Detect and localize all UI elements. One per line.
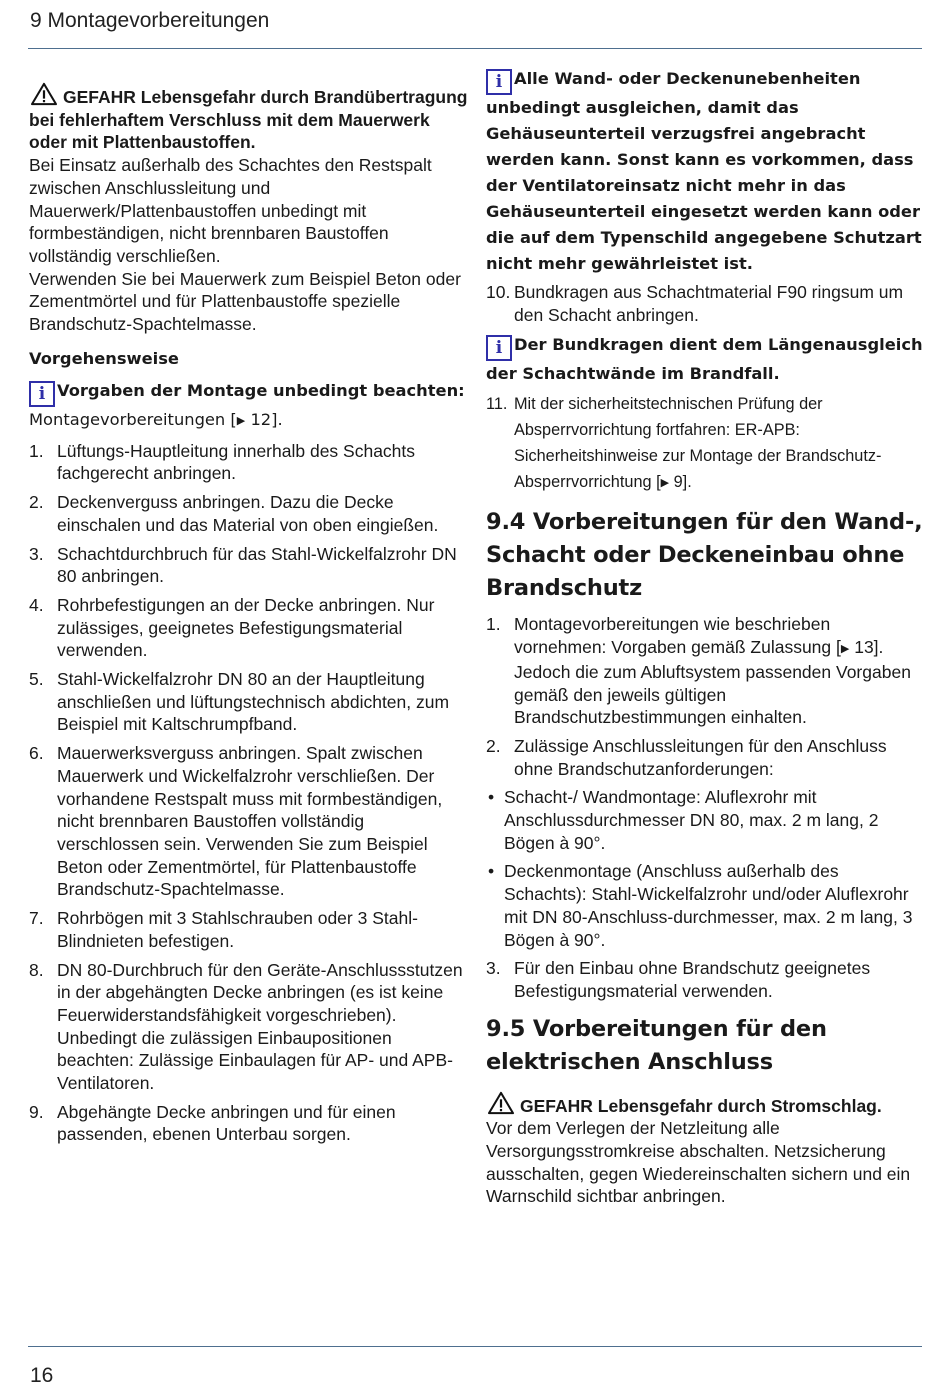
- left-column: [29, 66, 469, 1152]
- list-item: 5. Stahl-Wickelfalzrohr DN 80 an der Hauptleitung anschließen und lüftungstechnisch abdichten, zum Beispiel mit Kaltschrumpfband.: [29, 669, 450, 735]
- danger-notice-electric: [486, 1091, 926, 1209]
- reference-link[interactable]: 9].: [673, 473, 692, 492]
- list-item: 2. Zulässige Anschlussleitungen für den Anschluss ohne Brandschutzanforderungen:: [486, 735, 887, 779]
- info-note-bundkragen: [486, 332, 926, 387]
- section-heading-9-5: 9.5 Vorbereitungen für den elektrischen Anschluss: [486, 1015, 827, 1075]
- danger-title: GEFAHR Lebensgefahr durch Stromschlag.: [520, 1095, 882, 1116]
- reference-arrow-icon: ▶: [236, 413, 246, 427]
- footer-rule: [28, 1346, 922, 1347]
- list-item: 1. Lüftungs-Hauptleitung innerhalb des Schachts fachgerecht anbringen.: [29, 440, 416, 484]
- reference-link[interactable]: 13].: [854, 637, 884, 658]
- danger-paragraph-1: Bei Einsatz außerhalb des Schachtes den Restspalt zwischen Anschlussleitung und Mauerwerk/Plattenbaustoffen unbedingt mit formbeständigen, nicht brennbaren Baustoffen vollständig verschließen.: [29, 155, 432, 266]
- info-note-text: Der Bundkragen dient dem Längenausgleich der Schachtwände im Brandfall.: [486, 335, 923, 384]
- section-9-4-steps-2: [486, 957, 926, 1002]
- danger-title: GEFAHR Lebensgefahr durch Brandübertragung bei fehlerhaftem Verschluss mit dem Mauerwerk oder mit Plattenbaustoffen.: [29, 87, 468, 153]
- danger-paragraph-2: Verwenden Sie bei Mauerwerk zum Beispiel Beton oder Zementmörtel und für Plattenbaustoffe spezielle Brandschutz-Spachtelmasse.: [29, 268, 461, 335]
- info-note-unevenness: [486, 66, 926, 277]
- list-item: 4. Rohrbefestigungen an der Decke anbringen. Nur zulässiges, geeignetes Befestigungsmaterial verwenden.: [29, 594, 435, 661]
- page-number: 16: [30, 1364, 54, 1387]
- list-item: 8. DN 80-Durchbruch für den Geräte-Anschlussstutzen in der abgehängten Decke anbringen (es ist keine Feuerwiderstandsfähigkeit vorgeschrieben). Unbedingt die zulässigen Einbaupositionen beachten: Zulässige Einbaulagen für AP- und APB-Ventilatoren.: [29, 959, 463, 1094]
- reference-arrow-icon: ▶: [660, 477, 670, 490]
- danger-text: Vor dem Verlegen der Netzleitung alle Versorgungsstromkreise abschalten. Netzsicherung ausschalten, gegen Wiedereinschalten sichern und ein Warnschild sichtbar anbringen.: [486, 1118, 911, 1207]
- info-icon: i: [29, 381, 55, 407]
- list-item: 2. Deckenverguss anbringen. Dazu die Decke einschalen und das Material von oben eingießen.: [29, 492, 439, 535]
- warning-icon: [29, 82, 59, 106]
- list-item: 1. Montagevorbereitungen wie beschrieben vornehmen: Vorgaben gemäß Zulassung [▶ 13]. Jedoch die zum Abluftsystem passenden Vorgaben gemäß den jeweils gültigen Brandschutzbestimmungen einhalten.: [486, 614, 911, 728]
- danger-notice-fire: [29, 82, 469, 336]
- list-item: 3. Schachtdurchbruch für das Stahl-Wickelfalzrohr DN 80 anbringen.: [29, 543, 457, 587]
- info-note-link[interactable]: Montagevorbereitungen [▶ 12].: [29, 409, 283, 429]
- procedure-steps: [29, 440, 469, 1146]
- section-9-4-steps: [486, 613, 926, 780]
- steps-continued: [486, 281, 926, 326]
- list-item: 6. Mauerwerksverguss anbringen. Spalt zwischen Mauerwerk und Wickelfalzrohr verschließen. Der vorhandene Restspalt muss mit formbeständigen, nicht brennbaren Baustoffen vollständig verschlossen sein. Verwenden Sie zum Beispiel Beton oder Zementmörtel, für Plattenbaustoffe Brandschutz-Spachtelmasse.: [29, 743, 443, 900]
- section-heading-9-4: 9.4 Vorbereitungen für den Wand-, Schacht oder Deckeneinbau ohne Brandschutz: [486, 509, 923, 602]
- bullet-item: • Deckenmontage (Anschluss außerhalb des Schachts): Stahl-Wickelfalzrohr und/oder Aluflexrohr mit DN 80-Anschluss-durchmesser, max. 2 m lang, 3 Bögen à 90°.: [488, 861, 913, 950]
- info-note-text: Alle Wand- oder Deckenunebenheiten unbedingt ausgleichen, damit das Gehäuseunterteil verzugsfrei angebracht werden kann. Sonst kann es vorkommen, dass der Ventilatoreinsatz nicht mehr in das Gehäuseunterteil eingesetzt werden kann oder die auf dem Typenschild angegebene Schutzart nicht mehr gewährleistet ist.: [486, 69, 922, 273]
- right-column: [486, 66, 926, 1208]
- page-header: 9 Montagevorbereitungen: [30, 9, 270, 32]
- section-9-4-bullets: [486, 786, 926, 951]
- list-item: 9. Abgehängte Decke anbringen und für einen passenden, ebenen Unterbau sorgen.: [29, 1101, 396, 1145]
- header-rule: [28, 48, 922, 49]
- info-icon: i: [486, 69, 512, 95]
- list-item: 3. Für den Einbau ohne Brandschutz geeignetes Befestigungsmaterial verwenden.: [486, 958, 871, 1001]
- warning-icon: [486, 1091, 516, 1115]
- procedure-heading: Vorgehensweise: [29, 348, 179, 368]
- info-note-bold: Vorgaben der Montage unbedingt beachten:: [57, 380, 465, 400]
- list-item: 7. Rohrbögen mit 3 Stahlschrauben oder 3 Stahl-Blindnieten befestigen.: [29, 908, 418, 951]
- info-icon: i: [486, 335, 512, 361]
- list-item: 10. Bundkragen aus Schachtmaterial F90 ringsum um den Schacht anbringen.: [486, 282, 904, 325]
- bullet-item: • Schacht-/ Wandmontage: Aluflexrohr mit Anschlussdurchmesser DN 80, max. 2 m lang, 2 Bögen à 90°.: [488, 787, 879, 853]
- list-item: 11. Mit der sicherheitstechnischen Prüfung der Absperrvorrichtung fortfahren: ER-APB: Sicherheitshinweise zur Montage der Brandschutz-Absperrvorrichtung [▶ 9].: [486, 395, 882, 492]
- steps-continued-2: [486, 391, 926, 496]
- reference-arrow-icon: ▶: [840, 643, 850, 656]
- info-note-montage: [29, 378, 469, 434]
